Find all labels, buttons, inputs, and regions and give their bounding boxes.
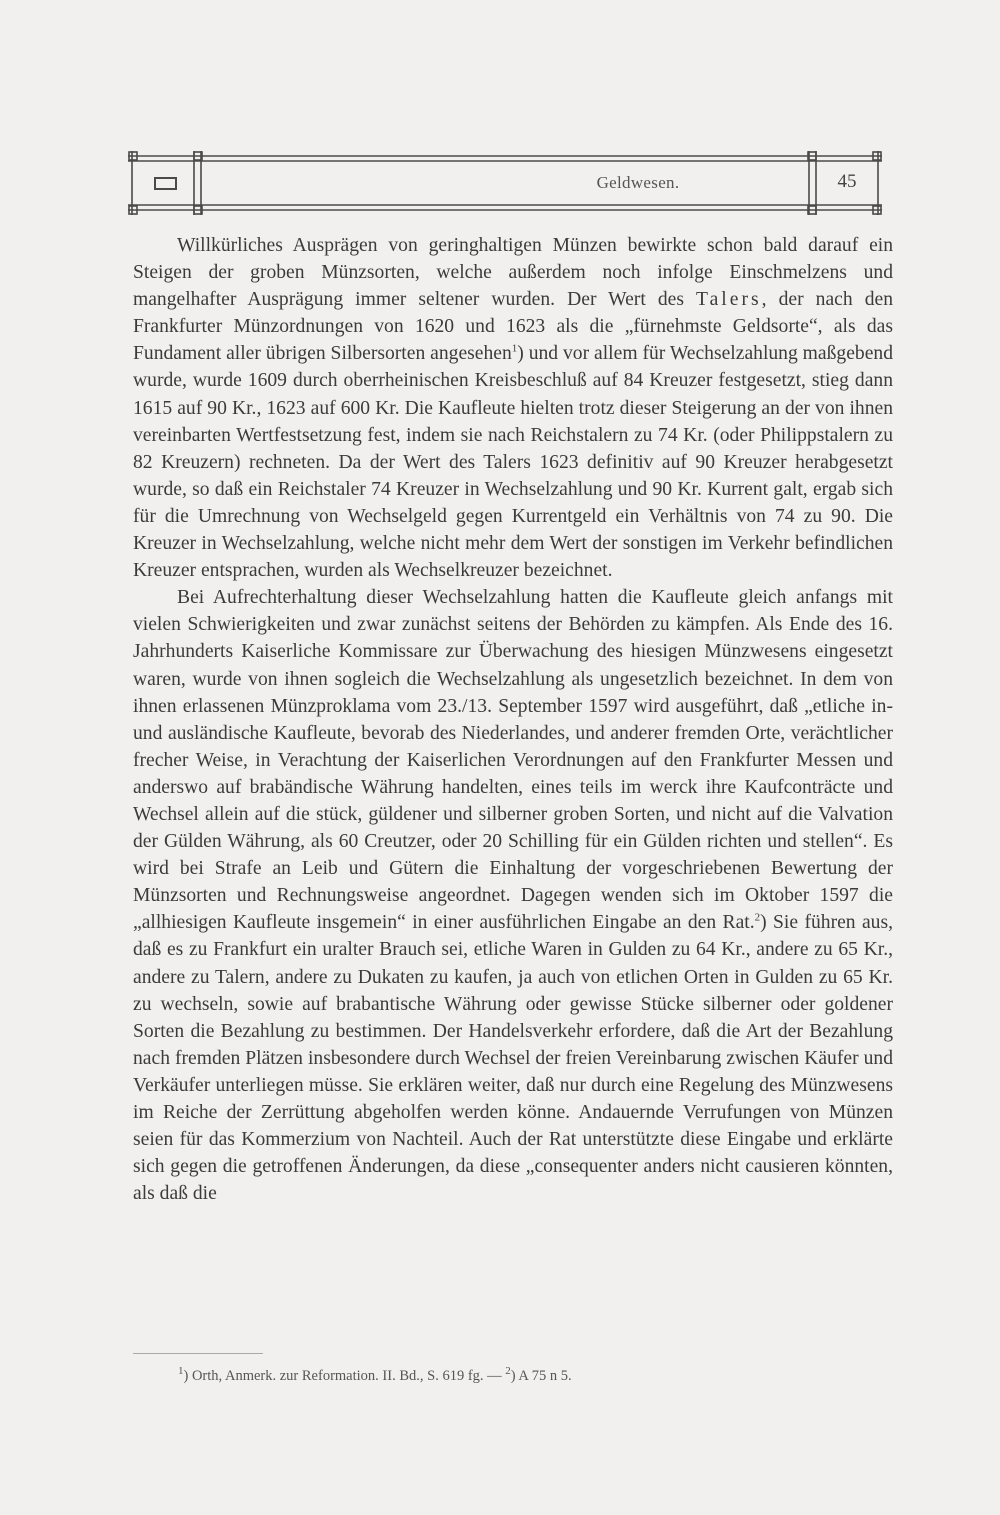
text-segment: , der nach den Frankfurter Münzordnungen von 1620 und 1623 als die „fürnehmste Geldsorte“, als das Fundament aller übrigen Silbersorten angesehen — [133, 289, 893, 365]
footnote-mark-1: 1 — [178, 1365, 184, 1378]
paragraph-1 — [133, 232, 893, 584]
text-segment: ) Sie führen aus, daß es zu Frankfurt ein uralter Brauch sei, etliche Waren in Gulden zu 64 Kr., andere zu 65 Kr., andere zu Talern, andere zu Dukaten zu kaufen, ja auch von etlichen Orten in Gulden zu 65 Kr. zu wechseln, sowie auf brabantische Währung oder gewisse Stücke silberner oder goldener Sorten die Bezahlung zu bestimmen. Der Handelsverkehr erfordere, daß die Art der Bezahlung nach fremden Plätzen insbesondere durch Wechsel der freien Vereinbarung zwischen Käufer und Verkäufer unterliegen müsse. Sie erklären weiter, daß nur durch eine Regelung des Münzwesens im Reiche der Zerrüttung abgeholfen werden könne. Andauernde Verrufungen von Münzen seien für das Kommerzium von Nachteil. Auch der Rat unterstützte diese Eingabe und erklärte sich gegen die getroffenen Änderungen, da diese „consequenter anders nicht causieren könnten, als daß die — [133, 912, 893, 1205]
header-title: Geldwesen. — [596, 173, 680, 192]
paragraph-2 — [133, 584, 893, 1207]
footnote-ref-1: 1 — [511, 342, 518, 355]
footnotes — [178, 1365, 878, 1385]
text-segment: Bei Aufrechterhaltung dieser Wechselzahlung hatten die Kaufleute gleich anfangs mit vielen Schwierigkeiten und zwar zunächst seitens der Behörden zu kämpfen. Als Ende des 16. Jahrhunderts Kaiserliche Kommissare zur Überwachung des hiesigen Münzwesens eingesetzt waren, wurde von ihnen sogleich die Wechselzahlung als ungesetzlich bezeichnet. In dem von ihnen erlassenen Münzproklama vom 23./13. September 1597 wird ausgeführt, daß „etliche in- und ausländische Kaufleute, bevorab des Niederlandes, und anderer fremden Orte, verächtlicher frecher Weise, in Verachtung der Kaiserlichen Verordnungen auf den Frankfurter Messen und anderswo auf brabändische Währung handelten, eines teils im werck ihre Kaufconträcte und Wechsel allein auf die stück, güldener und silberner groben Sorten, und nicht auf die Valvation der Gülden Währung, als 60 Creutzer, oder 20 Schilling für ein Gülden richten und stellen“. Es wird bei Strafe an Leib und Gütern die Einhaltung der vorgeschriebenen Bewertung der Münzsorten und Rechnungsweise angeordnet. Dagegen wenden sich im Oktober 1597 die „allhiesigen Kaufleute insgemein“ in einer ausführlichen Eingabe an den Rat. — [133, 587, 893, 934]
running-header — [128, 151, 882, 215]
footnote-ref-2: 2 — [754, 911, 761, 924]
emphasized-word: Talers — [696, 289, 762, 311]
page-number: 45 — [837, 171, 857, 192]
text-segment: Willkürliches Ausprägen von geringhaltigen Münzen bewirkte schon bald darauf ein Steigen der groben Münzsorten, welche außerdem noch infolge Einschmelzens und mangelhafter Ausprägung immer seltener wurden. Der Wert des — [133, 235, 893, 311]
text-segment: ) und vor allem für Wechselzahlung maßgebend wurde, wurde 1609 durch oberrheinischen Kreisbeschluß auf 84 Kreuzer festgesetzt, stieg dann 1615 auf 90 Kr., 1623 auf 600 Kr. Die Kaufleute hielten trotz dieser Steigerung an der von ihnen vereinbarten Wertfestsetzung fest, indem sie nach Reichstalern zu 74 Kr. (oder Philippstalern zu 82 Kreuzern) rechneten. Da der Wert des Talers 1623 definitiv auf 90 Kreuzer herabgesetzt wurde, so daß ein Reichstaler 74 Kreuzer in Wechselzahlung und 90 Kr. Kurrent galt, ergab sich für die Umrechnung von Wechselgeld gegen Kurrentgeld ein Verhältnis von 74 zu 90. Die Kreuzer in Wechselzahlung, welche nicht mehr dem Wert der sonstigen im Verkehr befindlichen Kreuzer entsprachen, wurden als Wechselkreuzer bezeichnet. — [133, 343, 893, 582]
footnote-text-2: ) A 75 n 5. — [510, 1368, 572, 1384]
footnote-text-1: ) Orth, Anmerk. zur Reformation. II. Bd., S. 619 fg. — — [183, 1368, 506, 1384]
footnote-divider — [133, 1353, 263, 1354]
footnote-mark-2: 2 — [505, 1365, 511, 1378]
body-text — [133, 232, 893, 1207]
